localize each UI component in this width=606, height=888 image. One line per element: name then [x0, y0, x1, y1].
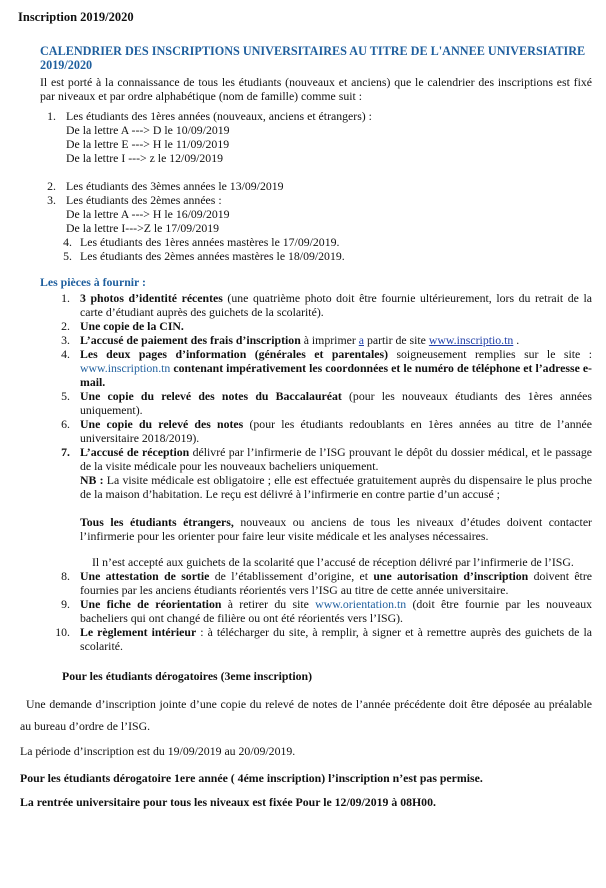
documents-heading: Les pièces à fournir : [40, 275, 146, 289]
underlined-a: a [358, 333, 364, 347]
no-registration-note: Pour les étudiants dérogatoire 1ere année ( 4éme inscription) l’inscription n’est pas permise. [20, 771, 483, 785]
nb-label: NB : [80, 473, 104, 487]
doc-item-bold: Le règlement intérieur [80, 625, 197, 639]
inscription-site-link[interactable]: www.inscription.tn [80, 361, 171, 375]
calendar-item-1 [40, 109, 592, 165]
calendar-item-text: Les étudiants des 3èmes années le 13/09/2019 [66, 179, 284, 193]
list-number: 5. [61, 389, 70, 403]
list-number: 4. [61, 347, 70, 361]
list-number: 1. [47, 109, 56, 123]
list-number: 10. [55, 625, 70, 639]
calendar-item-5 [40, 249, 592, 263]
acceptance-note: Il n’est accepté aux guichets de la scolarité que l’accusé de réception délivré par l’infirmerie de l’ISG. [92, 555, 574, 569]
date-line: De la lettre A ---> H le 16/09/2019 [66, 207, 230, 221]
doc-item-bold: Une copie du relevé des notes [80, 417, 244, 431]
date-line: De la lettre E ---> H le 11/09/2019 [66, 137, 230, 151]
doc-item-text: (doit être fournie par les nouveaux bacheliers qui ont changé de filière ou ont été réorientés vers l’ISG). [80, 597, 593, 625]
doc-item-text: (pour les nouveaux étudiants des 1ères années uniquement). [80, 389, 592, 417]
registration-period: La période d’inscription est du 19/09/2019 au 20/09/2019. [20, 744, 296, 758]
calendar-item-3 [40, 193, 592, 235]
document-header: Inscription 2019/2020 [18, 10, 134, 24]
list-number: 3. [47, 193, 56, 207]
list-number: 3. [61, 333, 70, 347]
doc-item-3 [40, 333, 592, 347]
inscription-link[interactable]: www.inscriptio.tn [428, 333, 514, 347]
doc-item-bold: Une attestation de sortie [80, 569, 210, 583]
date-line: De la lettre A ---> D le 10/09/2019 [66, 123, 230, 137]
doc-item-bold: Une copie du relevé des notes du Baccalauréat [80, 389, 342, 403]
doc-item-bold: L’accusé de réception [80, 445, 190, 459]
doc-item-7 [40, 445, 592, 569]
doc-item-5 [40, 389, 592, 417]
doc-item-text: : à télécharger du site, à remplir, à signer et à remettre auprès des guichets de la scolarité. [80, 625, 592, 653]
doc-item-bold: une autorisation d’inscription [373, 569, 529, 583]
doc-item-bold: Une fiche de réorientation [80, 597, 222, 611]
nb-text: La visite médicale est obligatoire ; elle est effectuée gratuitement auprès du dispensaire le plus proche de la maison d’habitation. Le reçu est délivré à l’infirmerie en contre partie d’un accusé ; [80, 473, 593, 501]
list-number: 9. [61, 597, 70, 611]
doc-item-text: de l’établissement d’origine, et [209, 569, 374, 583]
intro-paragraph: Il est porté à la connaissance de tous les étudiants (nouveaux et anciens) que le calendrier des inscriptions est fixé par niveaux et par ordre alphabétique (nom de famille) comme suit : [40, 75, 592, 103]
list-number: 5. [63, 249, 72, 263]
doc-item-2 [40, 319, 592, 333]
doc-item-text: à retirer du site [221, 597, 316, 611]
doc-item-1 [40, 291, 592, 319]
documents-list [40, 291, 592, 653]
doc-item-bold: 3 photos d’identité récentes [80, 291, 223, 305]
calendar-list [40, 109, 592, 263]
doc-item-6 [40, 417, 592, 445]
calendar-item-text: Les étudiants des 1ères années mastères le 17/09/2019. [80, 235, 340, 249]
list-number: 1. [61, 291, 70, 305]
list-number: 8. [61, 569, 70, 583]
calendar-item-text: Les étudiants des 1ères années (nouveaux, anciens et étrangers) : [66, 109, 372, 123]
doc-item-10 [40, 625, 592, 653]
document-title: CALENDRIER DES INSCRIPTIONS UNIVERSITAIRES AU TITRE DE L'ANNEE UNIVERSIATIRE 2019/2020 [40, 44, 586, 72]
calendar-item-2 [40, 179, 592, 193]
list-number: 2. [61, 319, 70, 333]
calendar-item-text: Les étudiants des 2èmes années : [66, 193, 222, 207]
calendar-item-text: Les étudiants des 2èmes années mastères le 18/09/2019. [80, 249, 345, 263]
doc-item-bold: Une copie de la CIN. [80, 319, 184, 333]
derogatory-section [20, 669, 592, 809]
doc-item-text: à imprimer [300, 333, 359, 347]
doc-item-text: délivré par l’infirmerie de l’ISG prouvant le dépôt du dossier médical, et le passage de la visite médicale pour les nouveaux bacheliers uniquement. [80, 445, 593, 473]
doc-item-text: partir de site [364, 333, 429, 347]
calendar-item-4 [40, 235, 592, 249]
doc-item-text: (une quatrième photo doit être fournie ultérieurement, lors du retrait de la carte d’étudiant auprès des guichets de la scolarité). [80, 291, 592, 319]
derogatory-paragraph: Une demande d’inscription jointe d’une copie du relevé de notes de l’année précédente doit être déposée au préalable au bureau d’ordre de l’ISG. [20, 697, 592, 733]
doc-item-4 [40, 347, 592, 389]
doc-item-text: soigneusement remplies sur le site : [388, 347, 592, 361]
doc-item-9 [40, 597, 592, 625]
list-number: 6. [61, 417, 70, 431]
doc-item-8 [40, 569, 592, 597]
list-number: 2. [47, 179, 56, 193]
list-number: 4. [63, 235, 72, 249]
doc-item-bold: L’accusé de paiement des frais d’inscription [80, 333, 301, 347]
derogatory-heading: Pour les étudiants dérogatoires (3eme inscription) [62, 669, 313, 683]
foreign-students-text: nouveaux ou anciens de tous les niveaux d’études doivent contacter l’infirmerie pour les orienter pour faire leur visite médicale et les analyses nécessaires. [80, 515, 592, 543]
date-line: De la lettre I--->Z le 17/09/2019 [66, 221, 220, 235]
foreign-students-bold: Tous les étudiants étrangers, [80, 515, 234, 529]
academic-start-note: La rentrée universitaire pour tous les niveaux est fixée Pour le 12/09/2019 à 08H00. [20, 795, 436, 809]
date-line: De la lettre I ---> z le 12/09/2019 [66, 151, 224, 165]
list-number: 7. [61, 445, 70, 459]
doc-item-bold: contenant impérativement les coordonnées et le numéro de téléphone et l’adresse e-mail. [80, 361, 592, 389]
orientation-site-link[interactable]: www.orientation.tn [315, 597, 407, 611]
doc-item-text: (pour les étudiants redoublants en 1ères années au titre de l’année universitaire 2018/2019). [80, 417, 593, 445]
doc-item-text: . [513, 333, 520, 347]
doc-item-text: doivent être fournies par les anciens étudiants réorientés vers l’ISG au titre de cette année universitaire. [80, 569, 592, 597]
doc-item-bold: Les deux pages d’information (générales et parentales) [80, 347, 388, 361]
